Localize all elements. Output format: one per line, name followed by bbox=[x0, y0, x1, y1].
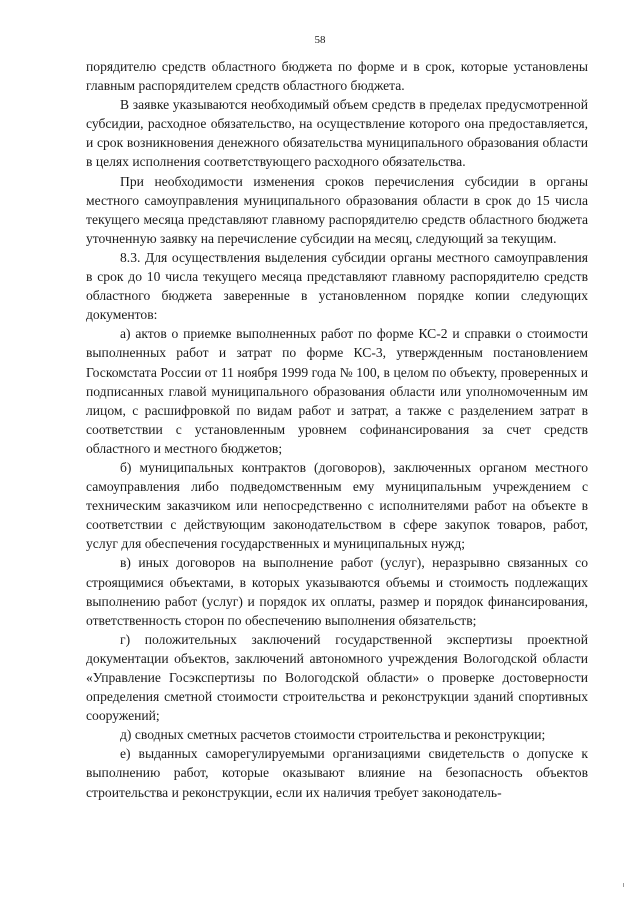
paragraph-application-content: В заявке указываются необходимый объем средств в пределах предусмотренной субсидии, расходное обязательство, на осуществление которого она предоставляется, и срок возникновения денежного обязательства муниципального образования области в целях исполнения соответствующего расходного обязательства. bbox=[86, 97, 588, 170]
list-item-d: д) сводных сметных расчетов стоимости строительства и реконструкции; bbox=[120, 727, 546, 743]
list-item-e: е) выданных саморегулируемыми организациями свидетельств о допуске к выполнению работ, которые оказывают влияние на безопасность объектов строительства и реконструкции, если их наличия требует законодатель- bbox=[86, 746, 588, 800]
paragraph-continuation: порядителю средств областного бюджета по форме и в срок, которые установлены главным распорядителем средств областного бюджета. bbox=[86, 59, 588, 94]
page-number: 58 bbox=[314, 34, 326, 46]
paragraph-deadline-change: При необходимости изменения сроков перечисления субсидии в органы местного самоуправления муниципального образования области в срок до 15 числа текущего месяца представляют главному распорядителю средств областного бюджета уточненную заявку на перечисление субсидии на месяц, следующий за текущим. bbox=[86, 173, 588, 246]
scan-mark bbox=[623, 883, 624, 887]
list-item-b: б) муниципальных контрактов (договоров), заключенных органом местного самоуправления либо подведомственным ему муниципальным учреждением с техническим заказчиком или непосредственно с исполнителями работ на объекте в соответствии с действующим законодательством в сфере закупок товаров, работ, услуг для обеспечения государственных и муниципальных нужд; bbox=[86, 459, 588, 552]
list-item-g: г) положительных заключений государственной экспертизы проектной документации объектов, заключений автономного учреждения Вологодской области «Управление Госэкспертизы по Вологодской области» о проверке достоверности определения сметной стоимости строительства и реконструкции зданий спортивных сооружений; bbox=[86, 631, 588, 724]
list-item-v: в) иных договоров на выполнение работ (услуг), неразрывно связанных со строящимися объектами, в которых указываются объемы и стоимость подлежащих выполнению работ (услуг) и порядок их оплаты, размер и порядок финансирования, ответственность сторон по обеспечению выполнения обязательств; bbox=[86, 555, 588, 628]
paragraph-section-8-3: 8.3. Для осуществления выделения субсидии органы местного самоуправления в срок до 10 числа текущего месяца представляют главному распорядителю средств областного бюджета заверенные в установленном порядке копии следующих документов: bbox=[86, 249, 588, 323]
list-item-a: а) актов о приемке выполненных работ по форме КС-2 и справки о стоимости выполненных работ и затрат по форме КС-3, утвержденным постановлением Госкомстата России от 11 ноября 1999 года № 100, в целом по объекту, проверенных и подписанных главой муниципального образования области или уполномоченным им лицом, с расшифровкой по видам работ и затрат, а также с разделением затрат в соответствии с установленным уровнем софинансирования за счет средств областного и местного бюджетов; bbox=[86, 326, 588, 456]
document-body bbox=[86, 57, 588, 802]
